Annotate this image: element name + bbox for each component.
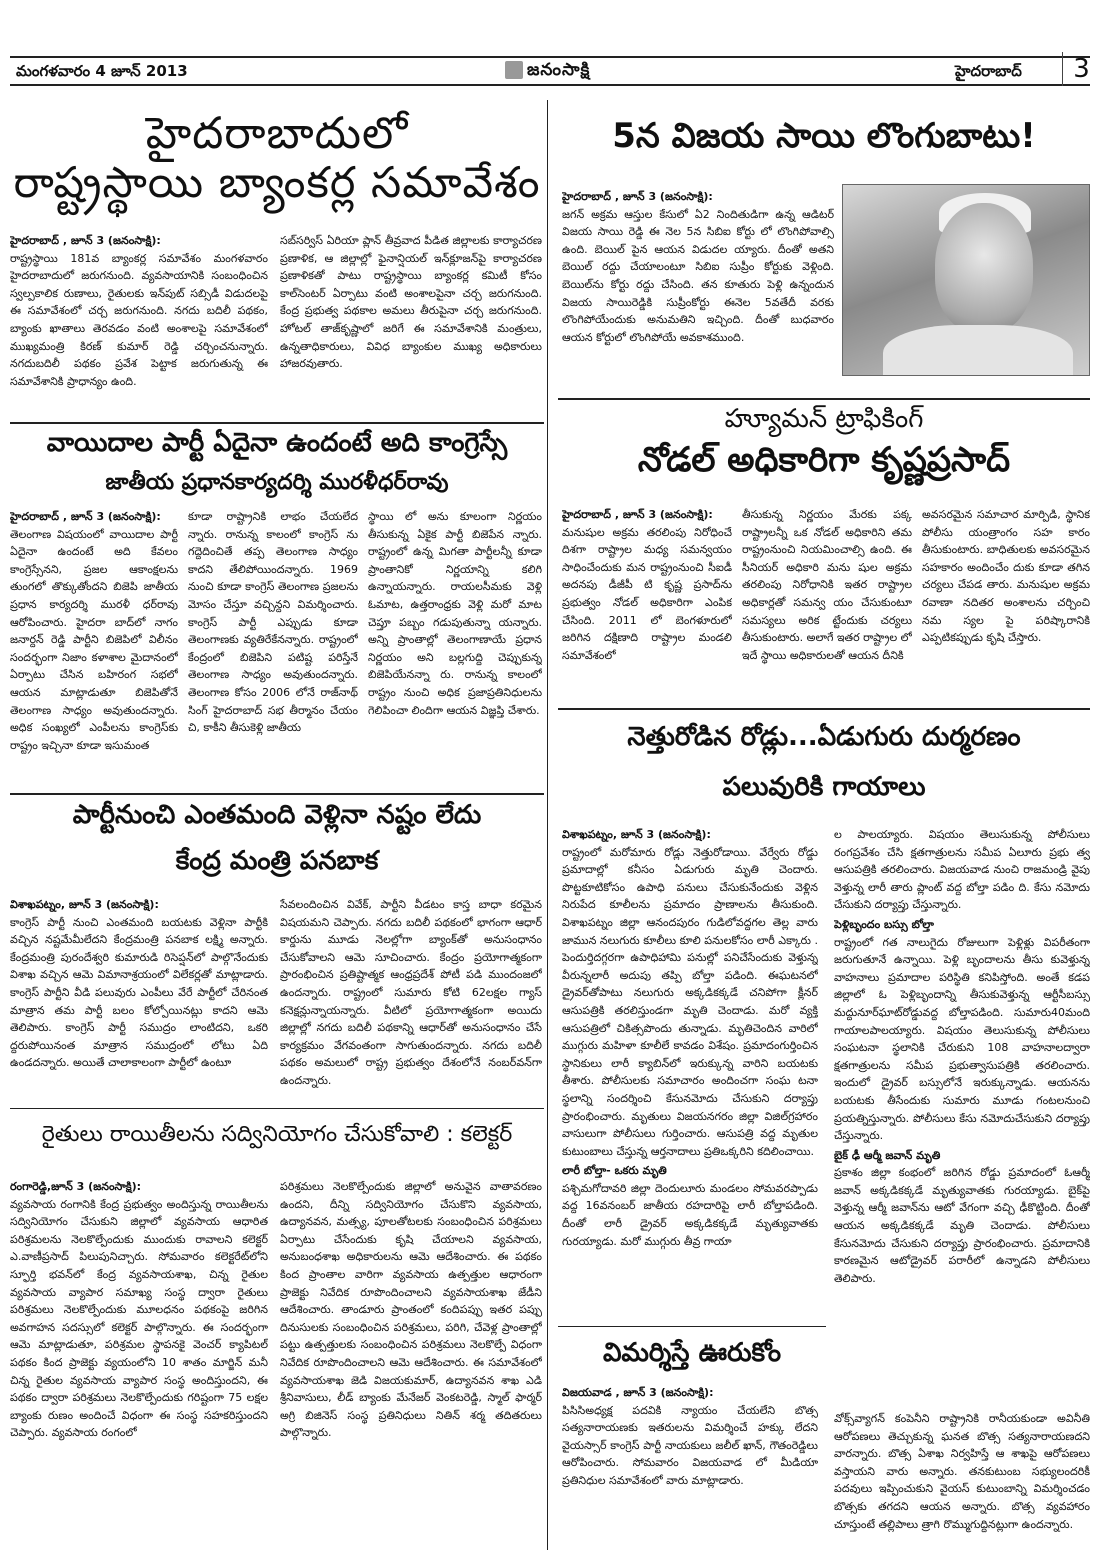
article4-body-1: మనుషుల అక్రమ తరలింపు నిరోధించే దిశగా రాష్ట్రాల మధ్య సమన్వయం సాధించేందుకు మన రాష్ట్రంనుంచి సీఐడీ అదనపు డీజీపీ టి కృష్ణ ప్రసాద్‌ను ప్రభుత్వం నోడల్ అధికారిగా ఎంపిక చేసింది. 2011 లో బెంగళూరులో జరిగిన దక్షిణాది రాష్ట్రాల మండలి సమావేశంలో xyxy=(562,525,732,662)
rule-below-article2 xyxy=(558,398,1090,400)
rule-below-article4 xyxy=(558,708,1090,710)
article3-body-2: కూడా రాష్ట్రానికి లాభం చేయలేద న్నారు. రానున్న కాలంలో కాంగ్రెస్ ను గద్దెదించితే తప్ప తెలంగాణ సాధ్యం కాదని తేలిపోయిందన్నారు. 1969 నుంచి కూడా కాంగ్రెస్ తెలంగాణ ప్రజలను మోసం చేస్తూ వచ్చిన్దని విమర్శించారు. కాంగ్రెస్ పార్టీ ఎప్పుడు కూడా తెలంగాణకు వ్యతిరేకేనన్నారు. రాష్ట్రంలో కేంద్రంలో బిజెపిని పటిష్ట పరిస్తేనే తెలంగాణ సాధ్యం అవుతుందన్నారు. తెలంగాణ కోసం 2006 లోనే రాజ్‌నాథ్ సింగ్ హైదరాబాద్ సభ తీర్మానం చేయం చి, కాకీని తీసుకెళ్లి జాతీయ xyxy=(188,510,358,735)
article2-body: జగన్ అక్రమ ఆస్తుల కేసులో ఏ2 నిందితుడిగా ఉన్న ఆడిటర్ విజయ సాయి రెడ్డి ఈ నెల 5న సిబిఐ కోర్టు లో లొంగిపోవాల్సి ఉంది. బెయిల్ పైన ఆయన విడుదల య్యారు. దీంతో అతని బెయిల్ రద్దు చేయాలంటూ సిబిఐ సుప్రీం కోర్టుకు వెళ్లింది. బెయిల్‌ను కోర్టు రద్దు చేసింది. తన కూతురు పెళ్లి ఉన్నందున విజయ సాయిరెడ్డికి సుప్రీంకోర్టు ఈనెల 5వతేదీ వరకు లొంగిపోయేందుకు అనుమతిని ఇచ్చింది. దీంతో బుధవారం ఆయన కోర్టులో లొంగిపోయే అవకాశముంది. xyxy=(562,207,834,344)
article8-body-2: వోక్స్‌వ్యాగన్ కంపెనీని రాష్ట్రానికి రానీయకుండా అవినీతి ఆరోపణలు తెచ్చుకున్న ఘనత బొత్స సత్యనారాయణదని వారన్నారు. బొత్స ఏశాఖ నిర్వహిస్తే ఆ శాఖపై ఆరోపణలు వస్తాయని వారు అన్నారు. తనకుటుంబ సభ్యులందరికీ పదవులు ఇప్పించుకుని వైయస్ కుటుంబాన్ని విమర్శించడం బొత్సకు తగదని ఆయన అన్నారు. బొత్స వ్యవహారం చూస్తుంటే తల్లిపాలు త్రాగి రొమ్ముగుద్దినట్లుగా ఉందన్నారు. xyxy=(834,1412,1090,1531)
article3-column-2 xyxy=(188,508,358,788)
article4-column-3 xyxy=(922,506,1090,704)
article3-body-1: తెలంగాణ విషయంలో వాయిదాల పార్టీ ఏదైనా ఉందంటే అది కేవలం కాంగ్రెస్సేనని, ప్రజల ఆకాంక్షలను తుంగలో తొక్కుతోందని బిజెపి జాతీయ ప్రధాన కార్యదర్శి మురళీ ధర్‌రావు ఆరోపించారు. హైదరా బాద్‌లో నాగం జనార్దన్ రెడ్డి పార్టీని బిజెపిలో విలీనం సందర్భంగా నిజాం కళాశాల మైదానంలో ఏర్పాటు చేసిన బహిరంగ సభలో ఆయన మాట్లాడుతూ బిజెపితోనే తెలంగాణ సాధ్యం అవుతుందన్నారు. అధిక సంఖ్యలో ఎంపీలను కాంగ్రెస్‌కు రాష్ట్రం ఇచ్చినా కూడా ఇసుమంత xyxy=(10,527,178,752)
newspaper-logo xyxy=(505,60,590,84)
article8-column-2 xyxy=(834,1410,1090,1552)
article3-headline: వాయిదాల పార్టీ ఏదైనా ఉందంటే అది కాంగ్రెస్సే xyxy=(46,428,508,458)
logo-mark-icon xyxy=(505,61,523,79)
photo-face xyxy=(935,203,1033,333)
article8-body-1: పిసిసిఅధ్యక్ష పదవికి న్యాయం చేయలేని బొత్స సత్యనారాయణకు ఇతరులను విమర్శించే హక్కు లేదని వైయస్సార్ కాంగ్రెస్ పార్టీ నాయకులు జలీల్ ఖాన్, గౌతంరెడ్డిలు ఆరోపించారు. సోమవారం విజయవాడ లో మీడియా ప్రతినిధుల సమావేశంలో వారు మాట్లాడారు. xyxy=(562,1403,818,1487)
article4-dateline: హైదరాబాద్ , జూన్ 3 (జనంసాక్షి): xyxy=(562,508,713,521)
article7-dateline: రంగారెడ్డి,జూన్ 3 (జనంసాక్షి): xyxy=(10,1180,142,1193)
article5-subheadline: కేంద్ర మంత్రి పనబాక xyxy=(175,846,379,876)
article5-body-1: కాంగ్రెస్ పార్టీ నుంచి ఎంతమంది బయటకు వెళ్లినా పార్టీకి వచ్చిన నష్టమేమీలేదని కేంద్రమంత్రి పనబాక లక్ష్మి అన్నారు. కేంద్రమంత్రి పురందేశ్వరి కుమారుడి రిసెప్షన్‌లో పాల్గొనేందుకు విశాఖ వచ్చిన ఆమె విమానాశ్రయంలో విలేకర్లతో మాట్లాడారు. కాంగ్రెస్ పార్టీని వీడి పలువురు ఎంపీలు వేరే పార్టీలో చేరినంత మాత్రాన తమ పార్టీ బలం కోల్పోయినట్లు కాదని ఆమె తెలిపారు. కాంగ్రెస్ పార్టీ సముద్రం లాంటిదని, ఒకరి ద్దరుపోయినంత మాత్రాన సముద్రంలో లోటు ఏది ఉండదన్నారు. అయితే చాలాకాలంగా పార్టీలో ఉంటూ xyxy=(10,915,268,1070)
article6-body-1b: పశ్చిమగోదావరి జిల్లా దెందులూరు మండలం సోమవరప్పాడు వద్ద 16వనంబర్ జాతీయ రహదారిపై లారీ బోల్తాపడింది. దీంతో లారీ డ్రైవర్ అక్కడికక్కడే మృత్యువాతకు గురయ్యాడు. మరో ముగ్గురు తీవ్ర గాయా xyxy=(562,1181,818,1248)
article7-column-2 xyxy=(280,1178,542,1552)
article1-column-1 xyxy=(10,232,268,418)
issue-date: మంగళవారం 4 జూన్ 2013 xyxy=(16,62,188,80)
page-number: 3 xyxy=(1062,52,1100,86)
article4-headline-top: హ్యూమన్ ట్రాఫికింగ్ xyxy=(724,404,924,434)
article4-body-3: అవసరమైన సమాచార మార్పిడి, స్థానిక పోలీసు యంత్రాంగం సహ కారం తీసుకుంటారు. బాధితులకు అవసరమైన సహకారం అందించేం దుకు కూడా తగిన చర్యలు చేపడ తారు. మనుషుల అక్రమ రవాణా నదితర అంశాలను చర్చించి నమ స్యల పై పరిష్కారానికి ఎప్పటికప్పుడు కృషి చేస్తారు. xyxy=(922,508,1090,645)
article5-body-2: సేవలందించిన వివేక్, పార్టీని వీడటం కాస్త బాధా కరమైన విషయమని చెప్పారు. నగదు బదిలీ పథకంలో భాగంగా ఆధార్ కార్డును మూడు నెలల్లోగా బ్యాంక్‌తో అనుసంధానం చేసుకోవాలని ఆమె సూచించారు. కేంద్రం ప్రయోగాత్మకంగా ప్రారంభించిన ప్రతిష్టాత్మక ఆంధ్రప్రదేశ్ పోటీ పడి ముందంజలో ఉందన్నారు. రాష్ట్రంలో సుమారు కోటి 62లక్షల గ్యాస్ కనెక్షన్లున్నాయన్నారు. వీటిలో ప్రయోగాత్మకంగా అయిదు జిల్లాల్లో నగదు బదిలీ పథకాన్ని ఆధార్‌తో అనుసంధానం చేసే కార్యక్రమం వేగవంతంగా సాగుతుందన్నారు. నగదు బదిలీ పథకం అమలులో రాష్ట్ర ప్రభుత్వం దేశంలోనే నంబర్‌వన్‌గా ఉందన్నారు. xyxy=(280,898,542,1087)
article8-headline: విమర్శిస్తే ఊరుకోం xyxy=(602,1338,782,1368)
article1-column-2 xyxy=(280,232,542,418)
article3-body-3: స్థాయి లో అను కూలంగా నిర్ణయం తీసుకున్న ఏకైక పార్టీ బిజెపేన న్నారు. రాష్ట్రంలో ఉన్న మిగతా పార్టీలన్నీ కూడా ప్రాంతానికో నిర్ణయాన్ని కలిగి ఉన్నాయన్నారు. రాయలసీమకు వెళ్లి ఓమాట, ఉత్తరాంధ్రకు వెళ్లి మరో మాట చెప్తూ పబ్బం గడుపుతున్నా యన్నారు. అన్ని ప్రాంతాల్లో తెలంగాణాయే ప్రధాన నిర్ణయం అని బల్లగుద్ది చెప్పుకున్న బిజెపియేనన్నా రు. రానున్న కాలంలో రాష్ట్రం నుంచి అధిక ప్రజాప్రతినిధులను గెలిపించా లిందిగా ఆయన విజ్ఞప్తి చేశారు. xyxy=(368,510,542,717)
article4-body-2: తీసుకున్న నిర్ణయం మేరకు పక్క రాష్ట్రాలన్నీ ఒక నోడల్ అధికారిని తమ రాష్ట్రంనుంచి నియమించాల్సి ఉంది. ఈ సీనియర్ అధికారి మను షుల అక్రమ తరలింపు నిరోధానికి ఇతర రాష్ట్రాల అధికార్లతో సమన్వ యం చేసుకుంటూ సమస్యలు అరిక ట్టేందుకు చర్యలు తీసుకుంటారు. అలాగే ఇతర రాష్ట్రాల లో ఇదే స్థాయి అధికారులతో ఆయన దీనికి xyxy=(742,508,912,662)
article6-subhead-3: బైక్ ఢీ ఆర్మీ జవాన్ మృతి xyxy=(834,1148,941,1162)
article1-headline: రాష్ట్రస్థాయి బ్యాంకర్ల సమావేశం xyxy=(13,158,541,208)
article1-dateline: హైదరాబాద్ , జూన్ 3 (జనంసాక్షి): xyxy=(10,234,161,247)
article6-subhead-1: లారీ బోల్తా- ఒకరు మృతి xyxy=(562,1164,667,1178)
article3-column-1 xyxy=(10,508,178,788)
article7-body-1: వ్యవసాయ రంగానికి కేంద్ర ప్రభుత్వం అందిస్తున్న రాయితీలను సద్వినియోగం చేసుకుని జిల్లాలో వ్యవసాయ ఆధారిత పరిశ్రమలను నెలకొల్పేందుకు ముందుకు రావాలని కలెక్టర్ ఎ.వాణీప్రసాద్ పిలుపునిచ్చారు. సోమవారం కలెక్టరేట్‌లోని స్ఫూర్తి భవన్‌లో కేంద్ర వ్యవసాయశాఖ, చిన్న రైతుల వ్యవసాయ వ్యాపార సమాఖ్య సంస్థ ద్వారా రైతులు పరిశ్రమలు నెలకొల్పేందుకు మూలధనం పథకంపై జరిగిన అవగాహన సదస్సులో కలెక్టర్ పాల్గొన్నారు. ఈ సందర్భంగా ఆమె మాట్లాడుతూ, పరిశ్రమల స్థాపనకై వెంచర్ క్యాపిటల్ పథకం కింద ప్రాజెక్టు వ్యయంలోని 10 శాతం మార్జిన్ మనీ చిన్న రైతుల వ్యవసాయ వ్యాపార సంస్థ అందిస్తుందని, ఈ పథకం ద్వారా పరిశ్రమలు నెలకొల్పేందుకు గరిష్టంగా 75 లక్షల బ్యాంకు రుణం అందించే విధంగా ఈ సంస్థ సహకరిస్తుందని చెప్పారు. వ్యవసాయ రంగంలో xyxy=(10,1197,268,1440)
article5-headline: పార్టీనుంచి ఎంతమంది వెళ్లినా నష్టం లేదు xyxy=(72,800,482,830)
article1-body-1: రాష్ట్రస్థాయి 181వ బ్యాంకర్ల సమావేశం మంగళవారం హైదరాబాదులో జరుగనుంది. వ్యవసాయానికి సంబంధించిన స్వల్పకాలిక రుణాలు, రైతులకు ఇన్‌పుట్ సబ్సిడీ విడుదలపై ఈ సమావేశంలో చర్చ జరుగనుంది. నగదు బదిలీ పథకం, బ్యాంకు ఖాతాలు తెరవడం వంటి అంశాలపై సమావేశంలో ముఖ్యమంత్రి కిరణ్ కుమార్ రెడ్డి చర్చించనున్నారు. నగదుబదిలీ పథకం ప్రవేశ పెట్టాక జరుగుతున్న ఈ సమావేశానికి ప్రాధాన్యం ఉంది. xyxy=(10,251,268,388)
article7-column-1 xyxy=(10,1178,268,1552)
photo-body xyxy=(883,325,1073,376)
article4-column-1 xyxy=(562,506,732,704)
article6-body-1: రాష్ట్రంలో మరోమారు రోడ్లు నెత్తురోడాయి. వేర్వేరు రోడ్డు ప్రమాదాల్లో కనీసం ఏడుగురు మృతి చెందారు. పొట్టకూటికోసం ఉపాధి పనులు చేసుకునేందుకు వెళ్లిన నిరుపేద కూలీలను ప్రమాదం ప్రాణాలను తీసుకుంది. విశాఖపట్నం జిల్లా ఆనందపురం గుడిలోవద్దగల తెల్ల వారు జామున నలుగురు కూలీలు కూలి పనులకోసం లారీ ఎక్కారు . పెందుర్తిదగ్గరగా ఉపాధిహామి పనుల్లో పనిచేసేందుకు వెళ్తున్న వీరున్నలారీ అదుపు తప్పి బోల్తా పడింది. ఈఘటనలో డ్రైవర్‌తోపాటు నలుగురు అక్కడికక్కడే చనిపోగా క్లీనర్ ఆసుపత్రికి తరలిస్తుండగా మృతి చెందాడు. మరో వ్యక్తి ఆసుపత్రిలో చికిత్సపొందు తున్నాడు. మృతిచెందిన వారిలో ముగ్గురు మహిళా కూలీలే కావడం విశేషం. ప్రమాదంగుర్తించిన స్థానికులు లారీ క్యాబిన్‌లో ఇరుక్కున్న వారిని బయటకు తీశారు. పోలీసులకు సమాచారం అందించగా సంఘ టనా స్థలాన్ని సందర్శించి కేసునమోదు చేసుకుని దర్యాప్తు ప్రారంభించారు. మృతులు విజయనగరం జిల్లా విజిల్‌గ్రహారం వాసులుగా పోలీసులు గుర్తించారు. ఆసుపత్రి వద్ద మృతుల కుటుంబాలు చేస్తున్న ఆర్తనాదాలు ప్రతిఒక్కరిని కదిలించాయి. xyxy=(562,845,818,1158)
article4-column-2 xyxy=(742,506,912,704)
article6-body-2b: రాష్ట్రంలో గత నాలుగైదు రోజులుగా పెళ్లిళ్లు విపరీతంగా జరుగుతూనే ఉన్నాయి. పెళ్లి బృందాలను తీసు కువెళ్తున్న వాహనాలు ప్రమాదాల పరిస్థితి కనిపిస్తోంది. అంతే కడప జిల్లాలో ఓ పెళ్లిబృందాన్ని తీసుకువెళ్తున్న ఆర్టీసీబస్సు మద్దునూర్‌ఘాట్‌రోడ్డువద్ద బోల్తాపడింది. సుమారు40మంది గాయాలపాలయ్యారు. విషయం తెలుసుకున్న పోలీసులు సంఘటనా స్థలానికి చేరుకుని 108 వాహనాలద్వారా క్షతగాత్రులను సమీప ప్రభుత్వాసుపత్రికి తరలించారు. ఇందులో డ్రైవర్ బస్సులోనే ఇరుక్కున్నాడు. ఆయనను బయటకు తీసేందుకు సుమారు మూడు గంటలనుంచి ప్రయత్నిస్తున్నారు. పోలీసులు కేసు నమోదుచేసుకుని దర్యాప్తు చేస్తున్నారు. xyxy=(834,935,1090,1143)
article6-dateline: విశాఖపట్నం, జూన్ 3 (జనంసాక్షి): xyxy=(562,828,711,841)
article7-headline: రైతులు రాయితీలను సద్వినియోగం చేసుకోవాలి : కలెక్టర్ xyxy=(41,1122,513,1147)
masthead xyxy=(10,56,1090,86)
article2-dateline: హైదరాబాద్ , జూన్ 3 (జనంసాక్షి): xyxy=(562,190,713,203)
article3-subheadline: జాతీయ ప్రధానకార్యదర్శి మురళీధర్‌రావు xyxy=(105,470,449,495)
rule-below-article1 xyxy=(10,422,544,424)
article6-body-2c: ప్రకాశం జిల్లా కంభంలో జరిగిన రోడ్డు ప్రమాదంలో ఓఆర్మీ జవాన్ అక్కడికక్కడే మృత్యువాతకు గురయ్యాడు. బైక్‌పై వెళ్తున్న ఆర్మీ జవాన్‌ను ఆటో వేగంగా వచ్చి ఢీకొట్టింది. దీంతో ఆయన అక్కడికక్కడే మృతి చెందాడు. పోలీసులు కేసునమోదు చేసుకుని దర్యాప్తు ప్రారంభించారు. ప్రమాదానికి కారణమైన ఆటోడ్రైవర్ పరారీలో ఉన్నాడని పోలీసులు తెలిపారు. xyxy=(834,1166,1090,1285)
rule-below-article6-left xyxy=(558,1326,826,1327)
edition-city: హైదరాబాద్ xyxy=(955,62,1022,80)
article2-column xyxy=(562,188,834,394)
article8-column-1 xyxy=(562,1384,818,1552)
article6-column-1 xyxy=(562,826,818,1322)
rule-below-article5 xyxy=(10,1108,544,1109)
article3-dateline: హైదరాబాద్ , జూన్ 3 (జనంసాక్షి): xyxy=(10,510,161,523)
center-column-rule xyxy=(547,100,548,1550)
article6-headline: నెత్తురోడిన రోడ్లు...ఏడుగురు దుర్మరణం xyxy=(627,722,1021,752)
article1-headline-top: హైదరాబాదులో xyxy=(145,108,409,159)
rule-below-article3 xyxy=(10,793,544,795)
article4-headline: నోడల్ అధికారిగా కృష్ణప్రసాద్ xyxy=(637,440,1011,480)
article6-subhead-2: పెళ్లిబృందం బస్సు బోల్తా xyxy=(834,917,934,931)
article6-subheadline: పలువురికి గాయాలు xyxy=(722,772,926,802)
article5-dateline: విశాఖపట్నం, జూన్ 3 (జనంసాక్షి): xyxy=(10,898,159,911)
article6-column-2 xyxy=(834,826,1090,1406)
newspaper-name: జనంసాక్షి xyxy=(527,60,591,80)
article3-column-3 xyxy=(368,508,542,788)
article2-headline: 5న విజయ సాయి లొంగుబాటు! xyxy=(612,116,1036,156)
article6-body-2: ల పాలయ్యారు. విషయం తెలుసుకున్న పోలీసులు రంగప్రవేశం చేసి క్షతగాత్రులను సమీప ఏలూరు ప్రభు త్వ ఆసుపత్రికి తరలించారు. విజయవాడ నుంచి రాజమండ్రి వైపు వెళ్తున్న లారీ తారు ప్లాంట్ వద్ద బోల్తా పడిం ది. కేసు నమోదు చేసుకుని దర్యాప్తు చేస్తున్నారు. xyxy=(834,828,1090,912)
article7-body-2: పరిశ్రమలు నెలకొల్పేందుకు జిల్లాలో అనువైన వాతావరణం ఉందని, దీన్ని సద్వినియోగం చేసుకొని వ్యవసాయ, ఉద్యానవన, మత్స్య, పూలతోటలకు సంబంధించిన పరిశ్రమలు ఏర్పాటు చేసేందుకు కృషి చేయాలని వ్యవసాయ, అనుబంధశాఖ అధికారులను ఆమె ఆదేశించారు. ఈ పథకం కింద ప్రాంతాల వారిగా వ్యవసాయ ఉత్పత్తుల ఆధారంగా ప్రాజెక్టు నివేదిక రూపొందించాలని వ్యవసాయశాఖ జేడీని ఆదేశించారు. తాండూరు ప్రాంతంలో కందిపప్పు ఇతర పప్పు దినుసులకు సంబంధించిన పరిశ్రమలు, పరిగి, చేవెళ్ల ప్రాంతాల్లో పట్టు ఉత్పత్తులకు సంబంధించిన పరిశ్రమలు నెలకొల్పే విధంగా నివేదిక రూపొందించాలని ఆమె ఆదేశించారు. ఈ సమావేశంలో వ్యవసాయశాఖ జెడి విజయకుమార్, ఉద్యానవన శాఖ ఎడి శ్రీనివాసులు, లీడ్ బ్యాంకు మేనేజర్ వెంకటరెడ్డి, స్మాల్ ఫార్మర్ అగ్రి బిజినెస్ సంస్థ ప్రతినిధులు నితిన్ శర్మ తదితరులు పాల్గొన్నారు. xyxy=(280,1180,542,1440)
article8-dateline: విజయవాడ , జూన్ 3 (జనంసాక్షి): xyxy=(562,1386,714,1399)
article1-body-2: సబ్‌సర్విస్ ఏరియా ప్లాన్ తీవ్రవాద పీడిత జిల్లాలకు కార్యాచరణ ప్రణాళిక, ఆ జిల్లాల్లో ఫైనాన్షియల్ ఇన్‌క్లూజన్‌పై కార్యాచరణ ప్రణాళికతో పాటు రాష్ట్రస్థాయి బ్యాంకర్ల కమిటీ కోసం కాల్‌సెంటర్ ఏర్పాటు వంటి అంశాలపైనా చర్చ జరుగనుంది. కేంద్ర ప్రభుత్వ పథకాల అమలు తీరుపైనా చర్చ జరుగనుంది. హోటల్ తాజ్‌కృష్ణాలో జరిగే ఈ సమావేశానికి మంత్రులు, ఉన్నతాధికారులు, వివిధ బ్యాంకుల ముఖ్య అధికారులు హాజరవుతారు. xyxy=(280,234,542,371)
article5-column-1 xyxy=(10,896,268,1104)
article5-column-2 xyxy=(280,896,542,1104)
article2-photo xyxy=(842,184,1090,376)
